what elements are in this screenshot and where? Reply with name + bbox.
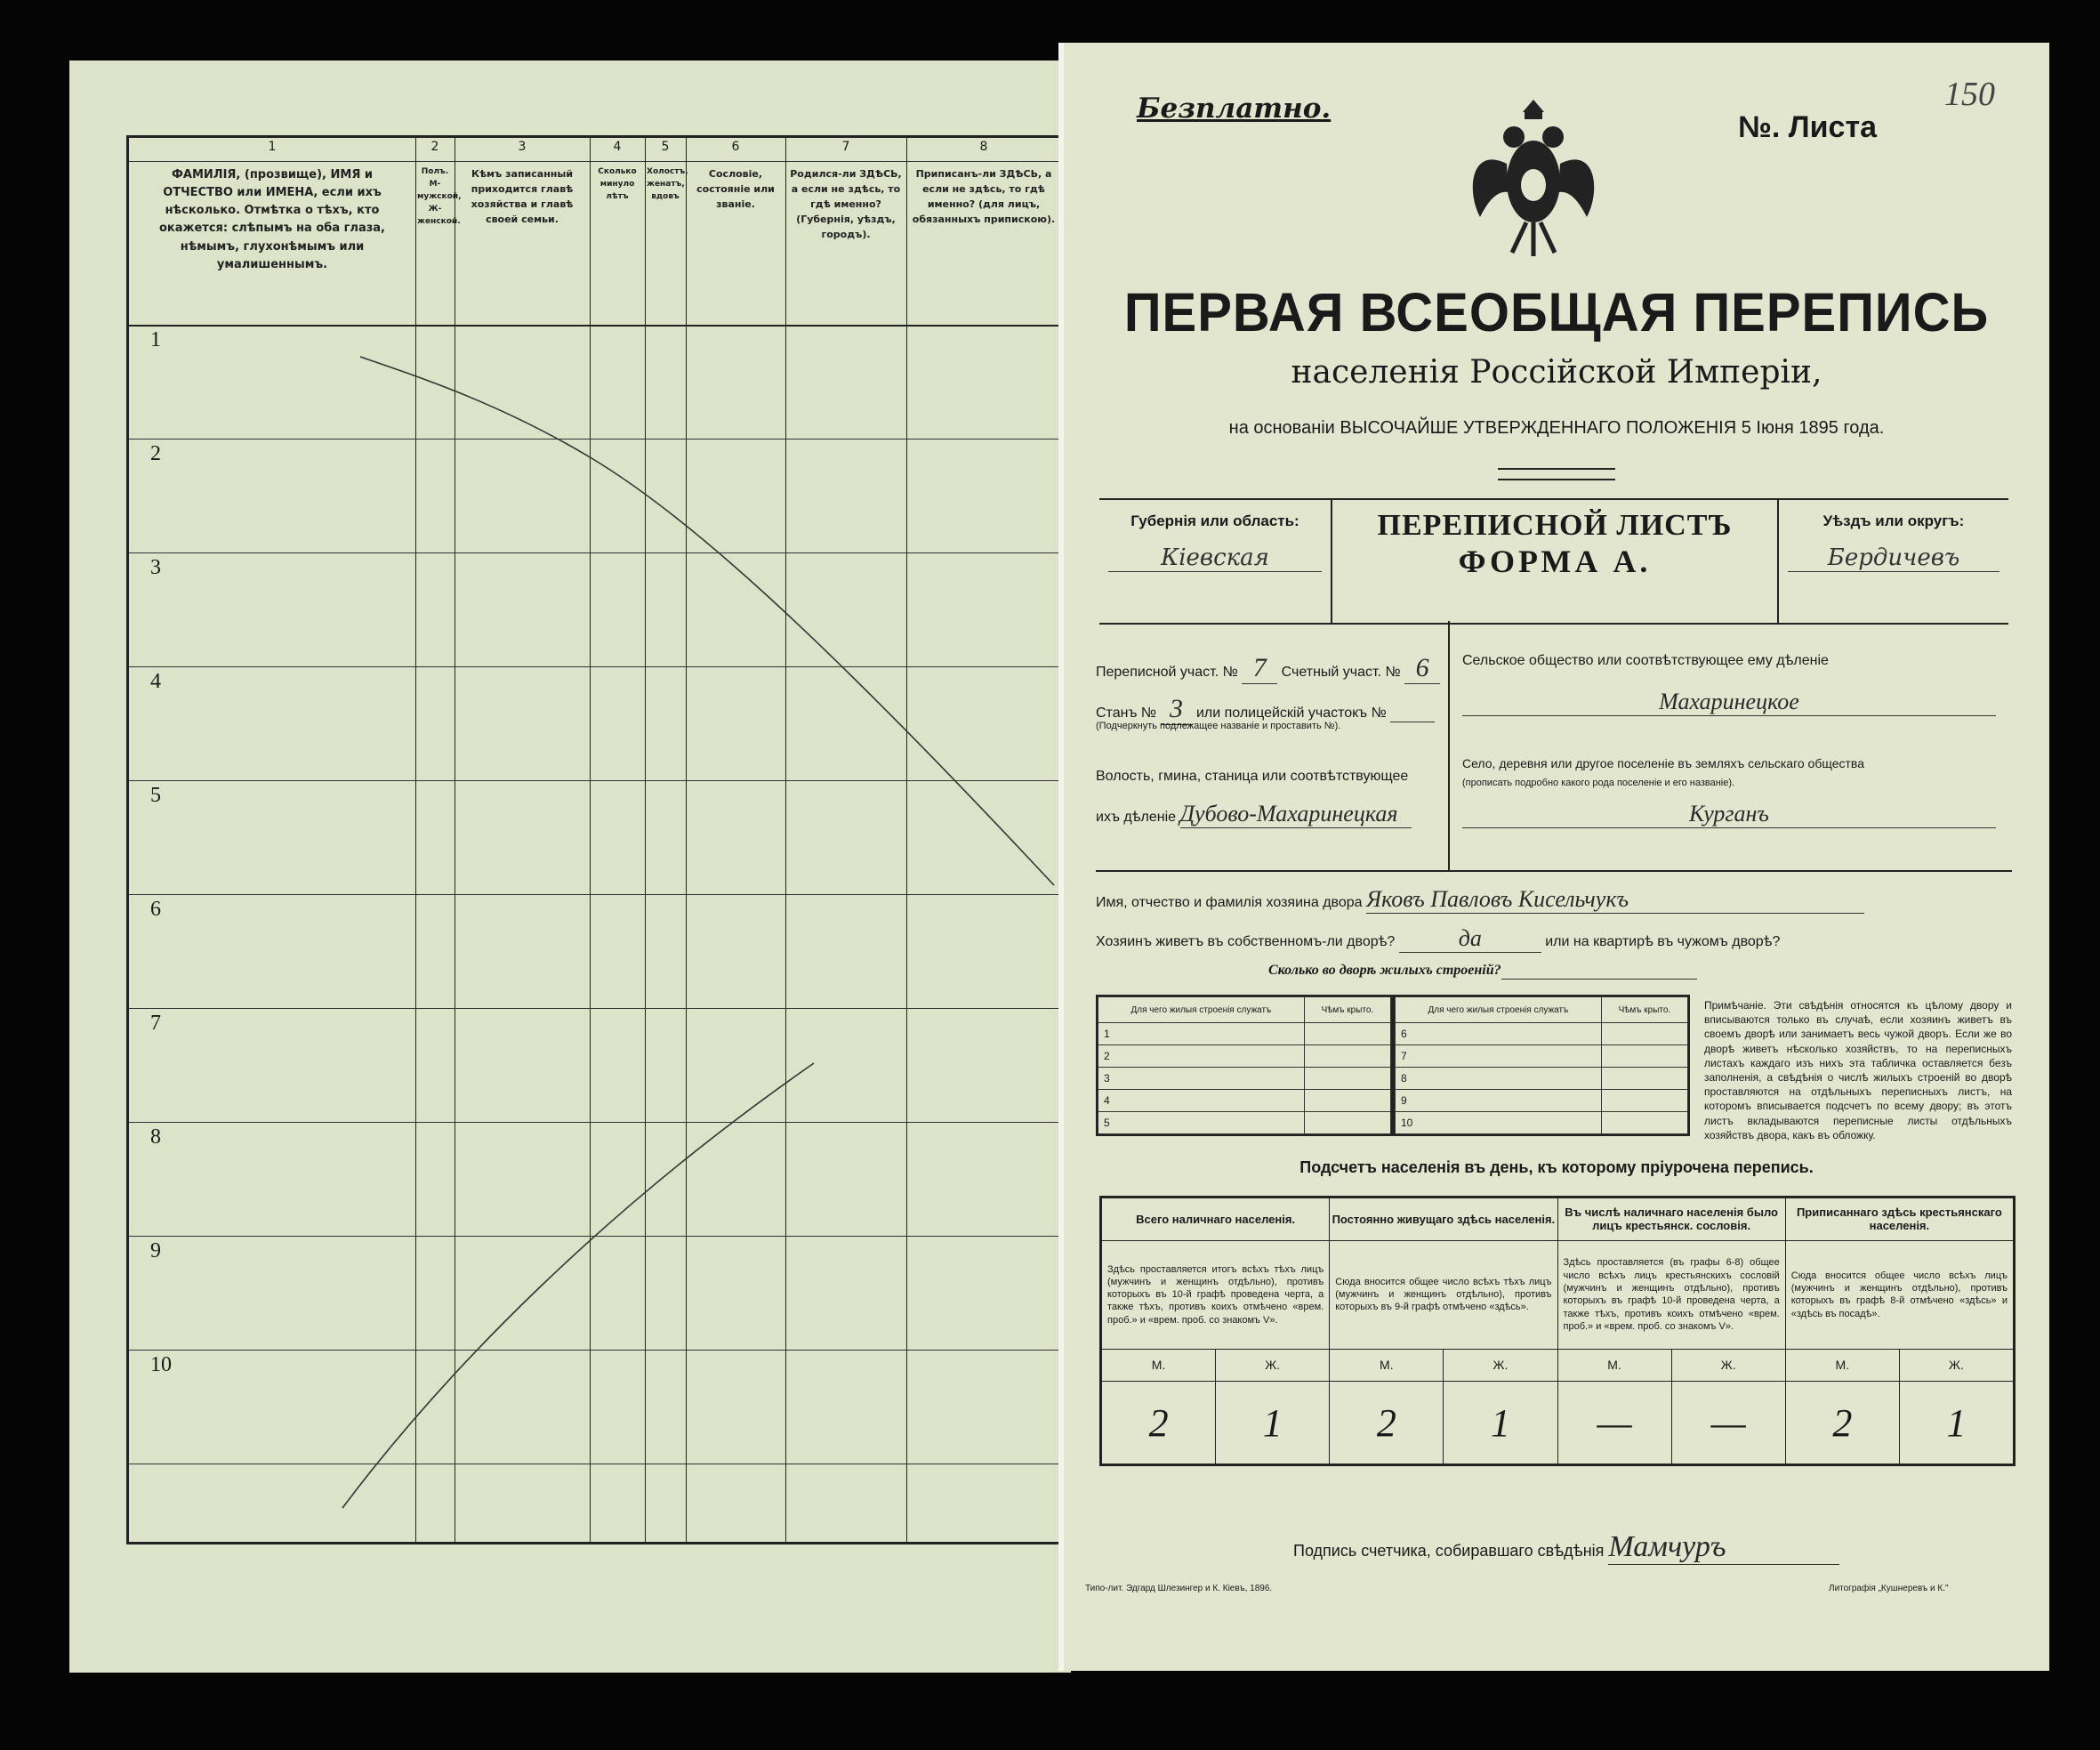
owner-lives-value: да [1399, 925, 1541, 953]
count-value: 1 [1444, 1382, 1557, 1464]
free-label: Безплатно. [1137, 93, 1332, 125]
printer-imprint-right: Литографія „Кушнеревъ и К." [1829, 1584, 1949, 1593]
row-number: 4 [150, 670, 161, 693]
count-sex-label: М. [1330, 1349, 1444, 1382]
village-note: (прописать подробно какого рода поселеніе и его названіе). [1462, 778, 1735, 788]
column-number: 6 [731, 140, 740, 154]
ornament-divider [1498, 468, 1615, 480]
society-label: Сельское общество или соотвѣтствующее ему дѣленіе [1462, 653, 1829, 668]
pen-strokes [129, 138, 1061, 1542]
count-value: 1 [1216, 1382, 1330, 1464]
count-value: — [1671, 1382, 1785, 1464]
count-value: 1 [1899, 1382, 2013, 1464]
signature-value: Мамчуръ [1608, 1530, 1839, 1565]
buildings-col2: Чѣмъ крыто. [1601, 997, 1687, 1023]
count-col-desc: Сюда вносится общее число всѣхъ лицъ (мужчинъ и женщинъ отдѣльно), противъ которыхъ въ графѣ 8-й отмѣчено «здѣсь» и «здѣсь въ посадѣ». [1785, 1240, 2013, 1349]
page-subtitle: населенія Россійской Имперіи, [1291, 354, 1822, 391]
column-number: 5 [661, 140, 670, 154]
column-header-relation: Кѣмъ записанный приходится главѣ хозяйства и главѣ своей семьи. [471, 168, 574, 226]
census-section-row [1096, 653, 1440, 684]
column-number: 2 [430, 140, 439, 154]
row-number: 9 [150, 1239, 161, 1262]
village-label: Село, деревня или другое поселеніе въ земляхъ сельскаго общества [1462, 756, 1864, 770]
buildings-col2: Чѣмъ крыто. [1304, 997, 1390, 1023]
row-number: 7 [150, 1012, 161, 1035]
row-number: 10 [150, 1353, 172, 1376]
owner-lives-row [1096, 925, 1780, 953]
count-col-desc: Здѣсь проставляется (въ графы 6-8) общее число всѣхъ лицъ крестьянскихъ сословій (мужчинъ и женщинъ отдѣльно), противъ которыхъ въ графѣ 10-й проведена черта, а также тѣхъ, противъ коихъ отмѣчено «врем. проб.» и «врем. проб. со знакомъ V». [1557, 1240, 1785, 1349]
buildings-row-number: 4 [1098, 1090, 1305, 1112]
count-sex-label: М. [1102, 1349, 1216, 1382]
column-header-sex: Полъ. М-мужской, Ж-женской. [417, 167, 462, 226]
page-basis: на основаніи ВЫСОЧАЙШЕ УТВЕРЖДЕННАГО ПОЛОЖЕНІЯ 5 Іюня 1895 года. [1228, 418, 1885, 438]
count-value: 2 [1102, 1382, 1216, 1464]
stan-label: Станъ № [1096, 706, 1157, 721]
column-number: 1 [268, 140, 277, 154]
row-number: 8 [150, 1125, 161, 1149]
count-value: — [1557, 1382, 1671, 1464]
count-col-head: Приписаннаго здѣсь крестьянскаго населенія. [1785, 1198, 2013, 1241]
owner-row [1096, 886, 1864, 914]
district-label: Уѣздъ или округъ: [1822, 512, 1965, 529]
count-section-value: 6 [1404, 653, 1440, 684]
count-section-label: Счетный участ. № [1281, 665, 1401, 680]
row-number: 5 [150, 784, 161, 807]
column-number: 4 [613, 140, 622, 154]
volost-label: Волость, гмина, станица или соотвѣтствующее [1096, 769, 1409, 784]
count-col-desc: Сюда вносится общее число всѣхъ тѣхъ лицъ (мужчинъ и женщинъ отдѣльно), противъ которыхъ въ 9-й графѣ отмѣчено «здѣсь». [1330, 1240, 1557, 1349]
count-value: 2 [1785, 1382, 1899, 1464]
column-header-estate: Сословіе, состояніе или званіе. [696, 168, 775, 211]
buildings-row-number: 10 [1396, 1112, 1602, 1134]
form-title-line1: ПЕРЕПИСНОЙ ЛИСТЪ [1377, 509, 1733, 542]
column-header-birthplace: Родился-ли ЗДѢСЬ, а если не здѣсь, то гдѣ именно? (Губернія, уѣздъ, городъ). [790, 168, 902, 241]
buildings-row-number: 2 [1098, 1045, 1305, 1068]
volost-label-2: ихъ дѣленіе [1096, 810, 1177, 825]
column-header-name: ФАМИЛІЯ, (прозвище), ИМЯ и ОТЧЕСТВО или ИМЕНА, если ихъ нѣсколько. Отмѣтка о тѣхъ, кто окажется: слѣпымъ на оба глаза, нѣмымъ, глухонѣмымъ или умалишеннымъ. [159, 168, 385, 271]
column-number: 3 [518, 140, 527, 154]
buildings-row-number: 1 [1098, 1023, 1305, 1045]
census-section-value: 7 [1242, 653, 1277, 684]
society-value: Махаринецкое [1462, 689, 1996, 716]
buildings-col1: Для чего жилыя строенія служатъ [1396, 997, 1602, 1023]
buildings-row-number: 7 [1396, 1045, 1602, 1068]
owner-lives-label: Хозяинъ живетъ въ собственномъ-ли дворѣ? [1096, 934, 1396, 949]
buildings-row-number: 6 [1396, 1023, 1602, 1045]
imperial-eagle-icon [1462, 93, 1605, 262]
owner-label: Имя, отчество и фамилія хозяина двора [1096, 895, 1363, 910]
sheet-number-label: №. Листа [1738, 110, 1878, 144]
buildings-table-right [1393, 995, 1690, 1136]
volost-value: Дубово-Махаринецкая [1180, 801, 1412, 828]
sheet-number-handwritten: 150 [1944, 76, 1995, 113]
right-page [1064, 43, 2049, 1671]
count-value: 2 [1330, 1382, 1444, 1464]
column-number: 8 [979, 140, 988, 154]
census-table-left [126, 135, 1064, 1544]
count-col-head: Всего наличнаго населенія. [1102, 1198, 1330, 1241]
stan-note: (Подчеркнуть подлежащее названіе и проставить №). [1096, 721, 1341, 731]
row-number: 1 [150, 328, 161, 351]
signature-row [1293, 1530, 1839, 1565]
buildings-question: Сколько во дворѣ жилыхъ строеній? [1268, 963, 1697, 980]
page-title: ПЕРВАЯ ВСЕОБЩАЯ ПЕРЕПИСЬ [1123, 282, 1990, 343]
column-header-age: Сколько минуло лѣтъ [598, 167, 637, 201]
divider [1096, 870, 2012, 872]
buildings-row-number: 5 [1098, 1112, 1305, 1134]
society-row [1462, 653, 1829, 669]
count-col-head: Въ числѣ наличнаго населенія было лицъ крестьянск. сословія. [1557, 1198, 1785, 1241]
buildings-row-number: 3 [1098, 1068, 1305, 1090]
population-count-table [1099, 1196, 2016, 1466]
count-sex-label: Ж. [1671, 1349, 1785, 1382]
owner-value: Яковъ Павловъ Кисельчукъ [1366, 886, 1864, 914]
buildings-note: Примѣчаніе. Эти свѣдѣнія относятся къ цѣлому двору и вписываются только въ случаѣ, если хозяинъ живетъ въ своемъ дворѣ или занимаетъ весь чужой дворъ. Если же во дворѣ живетъ нѣсколько хозяйствъ, то на переписныхъ листахъ каждаго изъ нихъ эта табличка оставляется безъ заполненія, а свѣдѣнія о числѣ жилыхъ строеній во дворѣ проставляются на отдѣльныхъ переписныхъ листъ, на которомъ вписывается подсчетъ по всему двору; въ этотъ листъ вкладываются переписные листы отдѣльныхъ хозяйствъ двора, какъ въ обложку. [1704, 999, 2012, 1141]
volost-row [1096, 801, 1412, 828]
column-header-marital: Холостъ, женатъ, вдовъ [647, 167, 688, 201]
printer-imprint-left: Типо-лит. Эдгард Шлезингер и К. Кіевъ, 1896. [1085, 1584, 1273, 1593]
row-number: 3 [150, 556, 161, 579]
fields-divider [1448, 621, 1450, 870]
buildings-table-left [1096, 995, 1393, 1136]
count-col-head: Постоянно живущаго здѣсь населенія. [1330, 1198, 1557, 1241]
buildings-row-number: 9 [1396, 1090, 1602, 1112]
column-number: 7 [841, 140, 850, 154]
count-sex-label: Ж. [1216, 1349, 1330, 1382]
count-sex-label: Ж. [1899, 1349, 2013, 1382]
buildings-row-number: 8 [1396, 1068, 1602, 1090]
count-sex-label: М. [1785, 1349, 1899, 1382]
signature-label: Подпись счетчика, собиравшаго свѣдѣнія [1293, 1542, 1605, 1560]
column-header-registered: Приписанъ-ли ЗДѢСЬ, а если не здѣсь, то гдѣ именно? (для лицъ, обязанныхъ припискою). [912, 168, 1056, 226]
stan-suffix: или полицейскій участокъ № [1195, 706, 1387, 721]
province-value: Кіевская [1108, 544, 1322, 572]
form-header-box [1099, 498, 2008, 625]
row-number: 2 [150, 442, 161, 465]
form-title-line2: ФОРМА А. [1458, 544, 1652, 579]
district-value: Бердичевъ [1788, 544, 1999, 572]
province-label: Губернія или область: [1130, 512, 1299, 529]
count-sex-label: Ж. [1444, 1349, 1557, 1382]
stan-value: 3 [1161, 694, 1193, 725]
count-col-desc: Здѣсь проставляется итогъ всѣхъ тѣхъ лицъ (мужчинъ и женщинъ отдѣльно), противъ которыхъ въ 10-й графѣ проведена черта, а также тѣхъ, противъ коихъ отмѣчено «врем. проб.» и «врем. проб. со знакомъ V». [1102, 1240, 1330, 1349]
count-sex-label: М. [1557, 1349, 1671, 1382]
census-section-label: Переписной участ. № [1096, 665, 1238, 680]
count-title: Подсчетъ населенія въ день, къ которому пріурочена перепись. [1299, 1158, 1814, 1176]
buildings-col1: Для чего жилыя строенія служатъ [1098, 997, 1305, 1023]
owner-lives-suffix: или на квартирѣ въ чужомъ дворѣ? [1545, 934, 1781, 949]
village-value: Курганъ [1462, 801, 1996, 828]
row-number: 6 [150, 898, 161, 921]
